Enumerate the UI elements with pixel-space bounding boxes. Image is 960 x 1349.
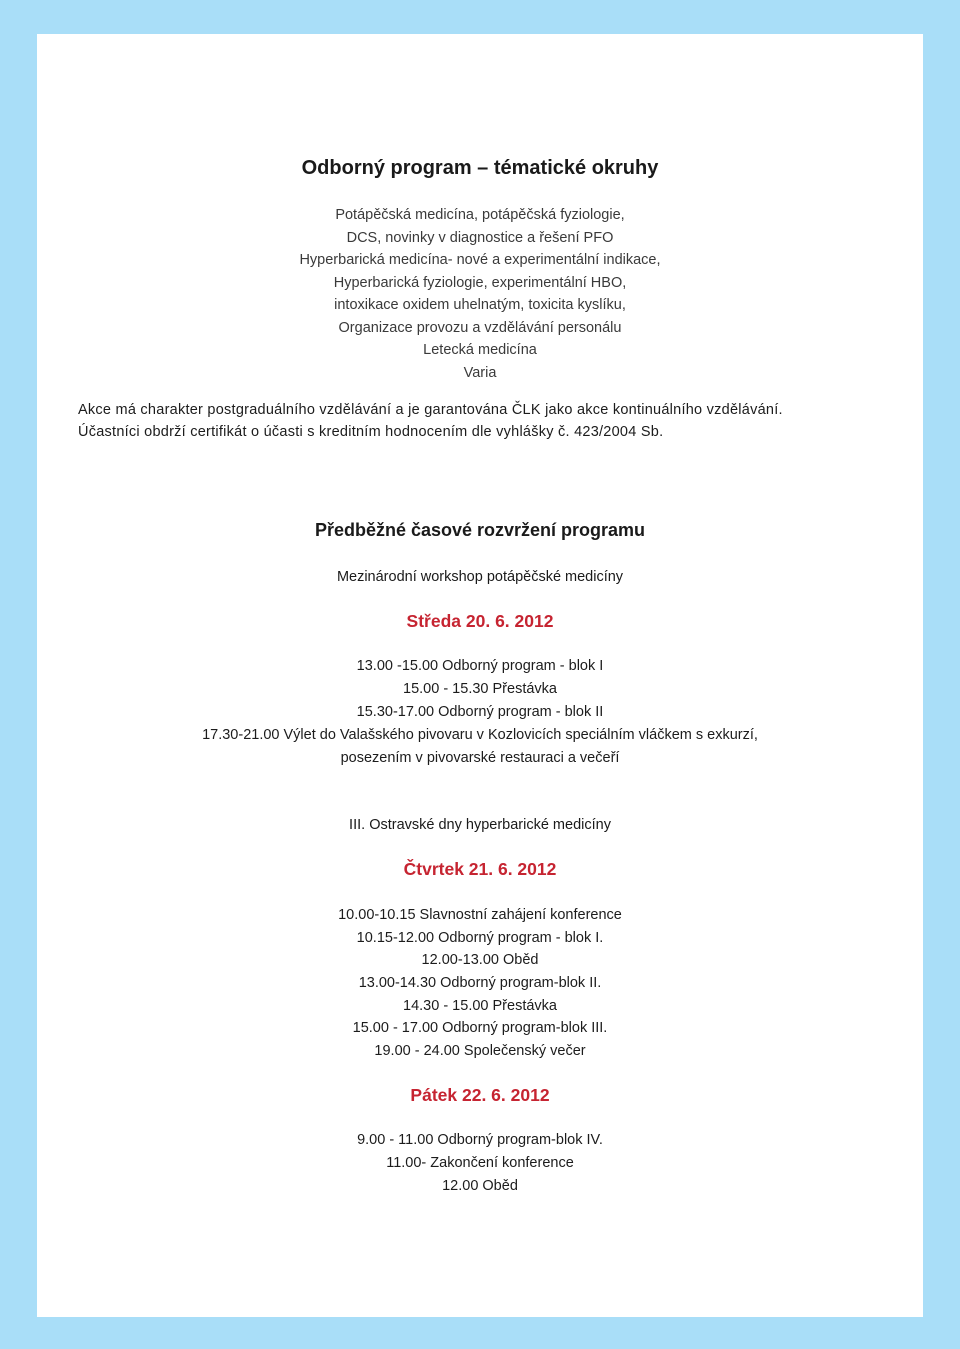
schedule-item: 19.00 - 24.00 Společenský večer bbox=[374, 1043, 586, 1059]
topic-line: Organizace provozu a vzdělávání personálu bbox=[338, 320, 622, 336]
schedule-item: 11.00- Zakončení konference bbox=[386, 1155, 574, 1171]
schedule-item: 15.00 - 17.00 Odborný program-blok III. bbox=[352, 1020, 608, 1036]
schedule-item: 10.00-10.15 Slavnostní zahájení konference bbox=[338, 907, 622, 923]
topic-line: Potápěčská medicína, potápěčská fyziologie, bbox=[335, 207, 625, 223]
workshop-title: Mezinárodní workshop potápěčské medicíny bbox=[336, 569, 624, 585]
page-title: Odborný program – tématické okruhy bbox=[301, 157, 659, 179]
document-page bbox=[37, 34, 923, 1317]
topic-line: Letecká medicína bbox=[423, 342, 537, 358]
day-heading-friday: Pátek 22. 6. 2012 bbox=[410, 1085, 550, 1105]
schedule-item: 15.30-17.00 Odborný program - blok II bbox=[356, 704, 604, 720]
topic-line: Hyperbarická fyziologie, experimentální HBO, bbox=[333, 275, 627, 291]
accreditation-text: Akce má charakter postgraduálního vzdělávání a je garantována ČLK jako akce kontinuálního vzdělávání. bbox=[78, 402, 783, 418]
schedule-item: 15.00 - 15.30 Přestávka bbox=[403, 681, 557, 697]
schedule-item: 12.00-13.00 Oběd bbox=[421, 952, 539, 968]
schedule-item: 17.30-21.00 Výlet do Valašského pivovaru v Kozlovicích speciálním vláčkem s exkurzí, bbox=[202, 727, 758, 743]
conference-title: III. Ostravské dny hyperbarické medicíny bbox=[349, 817, 611, 833]
schedule-item: 13.00-14.30 Odborný program-blok II. bbox=[358, 975, 602, 991]
schedule-item: 14.30 - 15.00 Přestávka bbox=[403, 998, 557, 1014]
day-heading-wednesday: Středa 20. 6. 2012 bbox=[406, 611, 554, 631]
schedule-item: 13.00 -15.00 Odborný program - blok I bbox=[356, 658, 604, 674]
topic-line: Hyperbarická medicína- nové a experimentální indikace, bbox=[299, 252, 661, 268]
schedule-item: 9.00 - 11.00 Odborný program-blok IV. bbox=[357, 1132, 603, 1148]
certificate-text: Účastníci obdrží certifikát o účasti s kreditním hodnocením dle vyhlášky č. 423/2004 Sb. bbox=[78, 424, 664, 440]
topic-line: DCS, novinky v diagnostice a řešení PFO bbox=[346, 230, 614, 246]
schedule-item: 10.15-12.00 Odborný program - blok I. bbox=[356, 930, 604, 946]
day-heading-thursday: Čtvrtek 21. 6. 2012 bbox=[403, 859, 557, 879]
topic-line: intoxikace oxidem uhelnatým, toxicita kyslíku, bbox=[334, 297, 626, 313]
schedule-item: 12.00 Oběd bbox=[442, 1178, 518, 1194]
schedule-title: Předběžné časové rozvržení programu bbox=[314, 520, 646, 540]
schedule-item: posezením v pivovarské restauraci a večeří bbox=[340, 750, 620, 766]
topic-line: Varia bbox=[463, 365, 497, 381]
